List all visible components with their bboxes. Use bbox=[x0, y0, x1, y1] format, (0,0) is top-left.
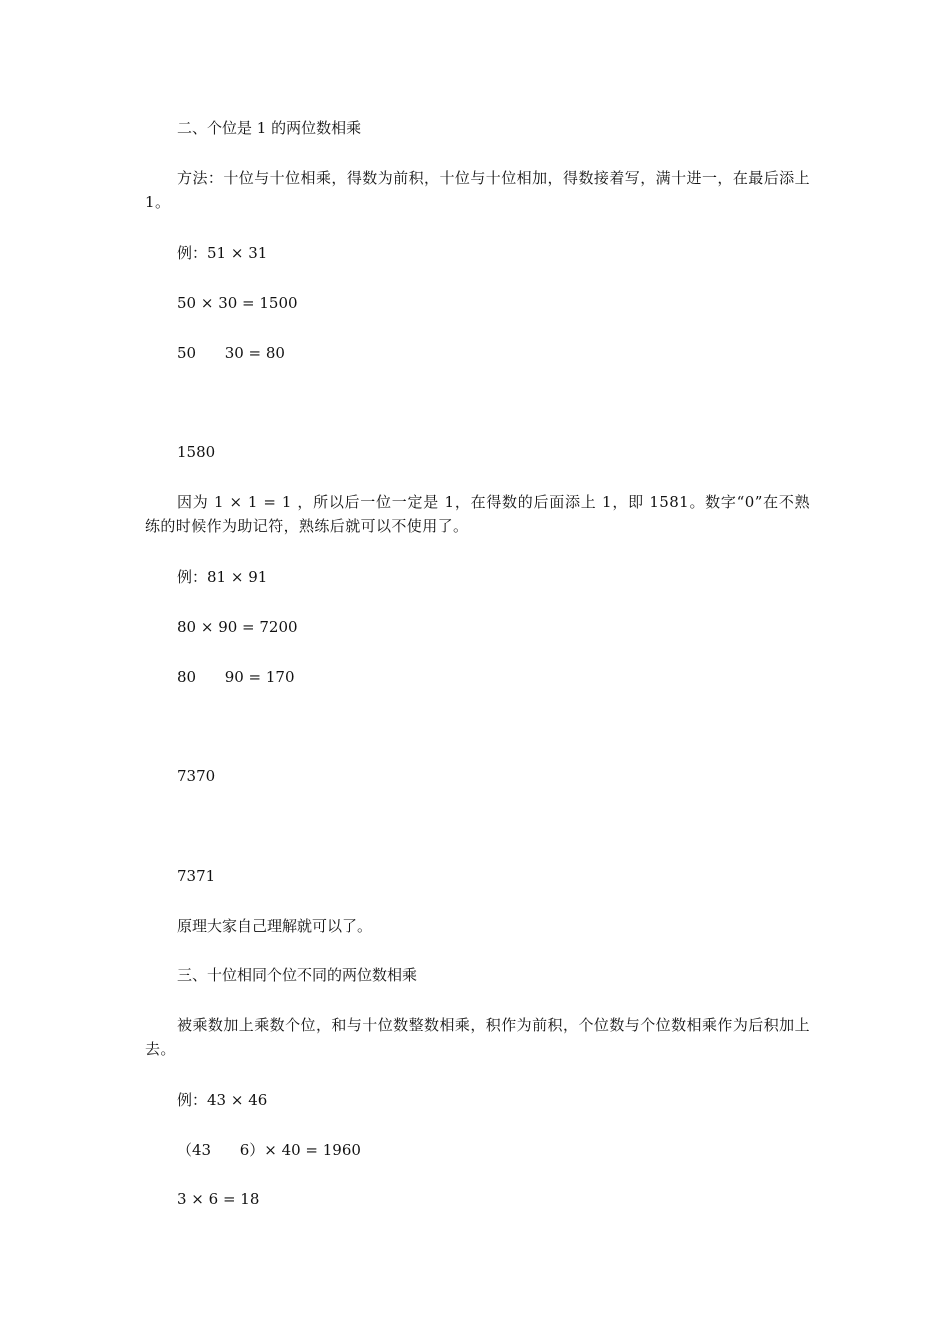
principle-text: 原理大家自己理解就可以了。 bbox=[177, 917, 373, 935]
example-3-title: 例：43 × 46 bbox=[177, 1091, 268, 1109]
example-1-title: 例：51 × 31 bbox=[177, 244, 268, 262]
example-1-note: 因为 1 × 1 = 1 ，所以后一位一定是 1，在得数的后面添上 1，即 1581。数字“0”在不熟练的时候作为助记符，熟练后就可以不使用了。 bbox=[145, 493, 810, 535]
example-3-step-2: 3 × 6 = 18 bbox=[177, 1190, 260, 1208]
example-1-step-1: 50 × 30 = 1500 bbox=[177, 294, 298, 312]
example-3-step-1: （43 6）× 40 = 1960 bbox=[177, 1141, 361, 1159]
method-paragraph-3: 被乘数加上乘数个位，和与十位数整数相乘，积作为前积，个位数与个位数相乘作为后积加上去。 bbox=[145, 1016, 810, 1058]
example-1-step-2: 50 30 = 80 bbox=[177, 344, 285, 362]
example-2-result-2: 7371 bbox=[177, 867, 216, 885]
example-2-result-1: 7370 bbox=[177, 767, 216, 785]
example-1-result: 1580 bbox=[177, 443, 216, 461]
example-2-step-2: 80 90 = 170 bbox=[177, 668, 295, 686]
example-2-title: 例：81 × 91 bbox=[177, 568, 268, 586]
method-paragraph-2: 方法：十位与十位相乘，得数为前积，十位与十位相加，得数接着写，满十进一，在最后添上 1。 bbox=[145, 169, 810, 211]
example-2-step-1: 80 × 90 = 7200 bbox=[177, 618, 298, 636]
section-heading-2: 二、个位是 1 的两位数相乘 bbox=[177, 119, 362, 137]
section-heading-3: 三、十位相同个位不同的两位数相乘 bbox=[177, 966, 418, 984]
